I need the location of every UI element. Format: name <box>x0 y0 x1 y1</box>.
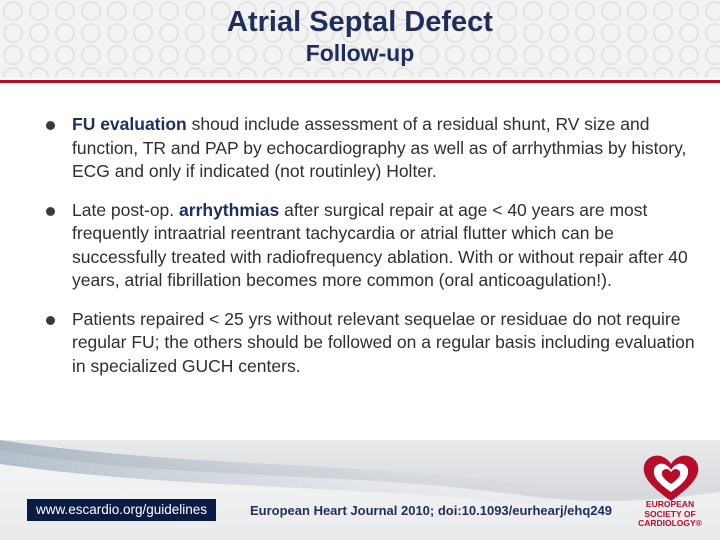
bullet-term: FU evaluation <box>72 114 187 134</box>
esc-name-line: EUROPEAN <box>645 499 695 509</box>
bullet-dot-icon <box>46 316 55 325</box>
bullet-text: shoud include assessment of a residual shunt, RV size and function, TR and PAP by echocardiography as well as of arrhythmias by history, ECG and only if indicated (not routinley) Holter. <box>72 114 687 181</box>
esc-heart-logo-icon <box>640 452 702 504</box>
bullet-dot-icon <box>46 207 55 216</box>
list-item <box>42 308 702 379</box>
esc-organization-name <box>622 500 718 529</box>
list-item <box>42 113 702 184</box>
page-title: Atrial Septal Defect <box>227 6 493 38</box>
esc-name-line: CARDIOLOGY® <box>638 518 702 528</box>
bullet-dot-icon <box>46 121 55 130</box>
list-item <box>42 199 702 293</box>
page-subtitle: Follow-up <box>305 40 415 66</box>
footer-wave-background <box>0 440 720 540</box>
bullet-text: after surgical repair at age < 40 years are most frequently intraatrial reentrant tachycardia or atrial flutter which can be successfully treated with radiofrequency ablation. With or without repair after 40 years, atrial fibrillation becomes more common (oral anticoagulation!). <box>72 199 688 290</box>
slide-header <box>0 0 720 78</box>
header-divider <box>0 80 720 83</box>
guidelines-link[interactable]: www.escardio.org/guidelines <box>27 499 216 521</box>
bullet-term: arrhythmias <box>179 199 280 220</box>
esc-name-line: SOCIETY OF <box>644 508 696 519</box>
journal-citation: European Heart Journal 2010; doi:10.1093/eurhearj/ehq249 <box>250 503 612 518</box>
slide-footer <box>0 440 720 540</box>
bullet-list <box>42 113 702 393</box>
bullet-lead: Late post-op. <box>72 199 180 220</box>
bullet-text: Patients repaired < 25 yrs without relevant sequelae or residuae do not require regular FU; the others should be followed on a regular basis including evaluation in specialized GUCH centers. <box>72 308 695 376</box>
